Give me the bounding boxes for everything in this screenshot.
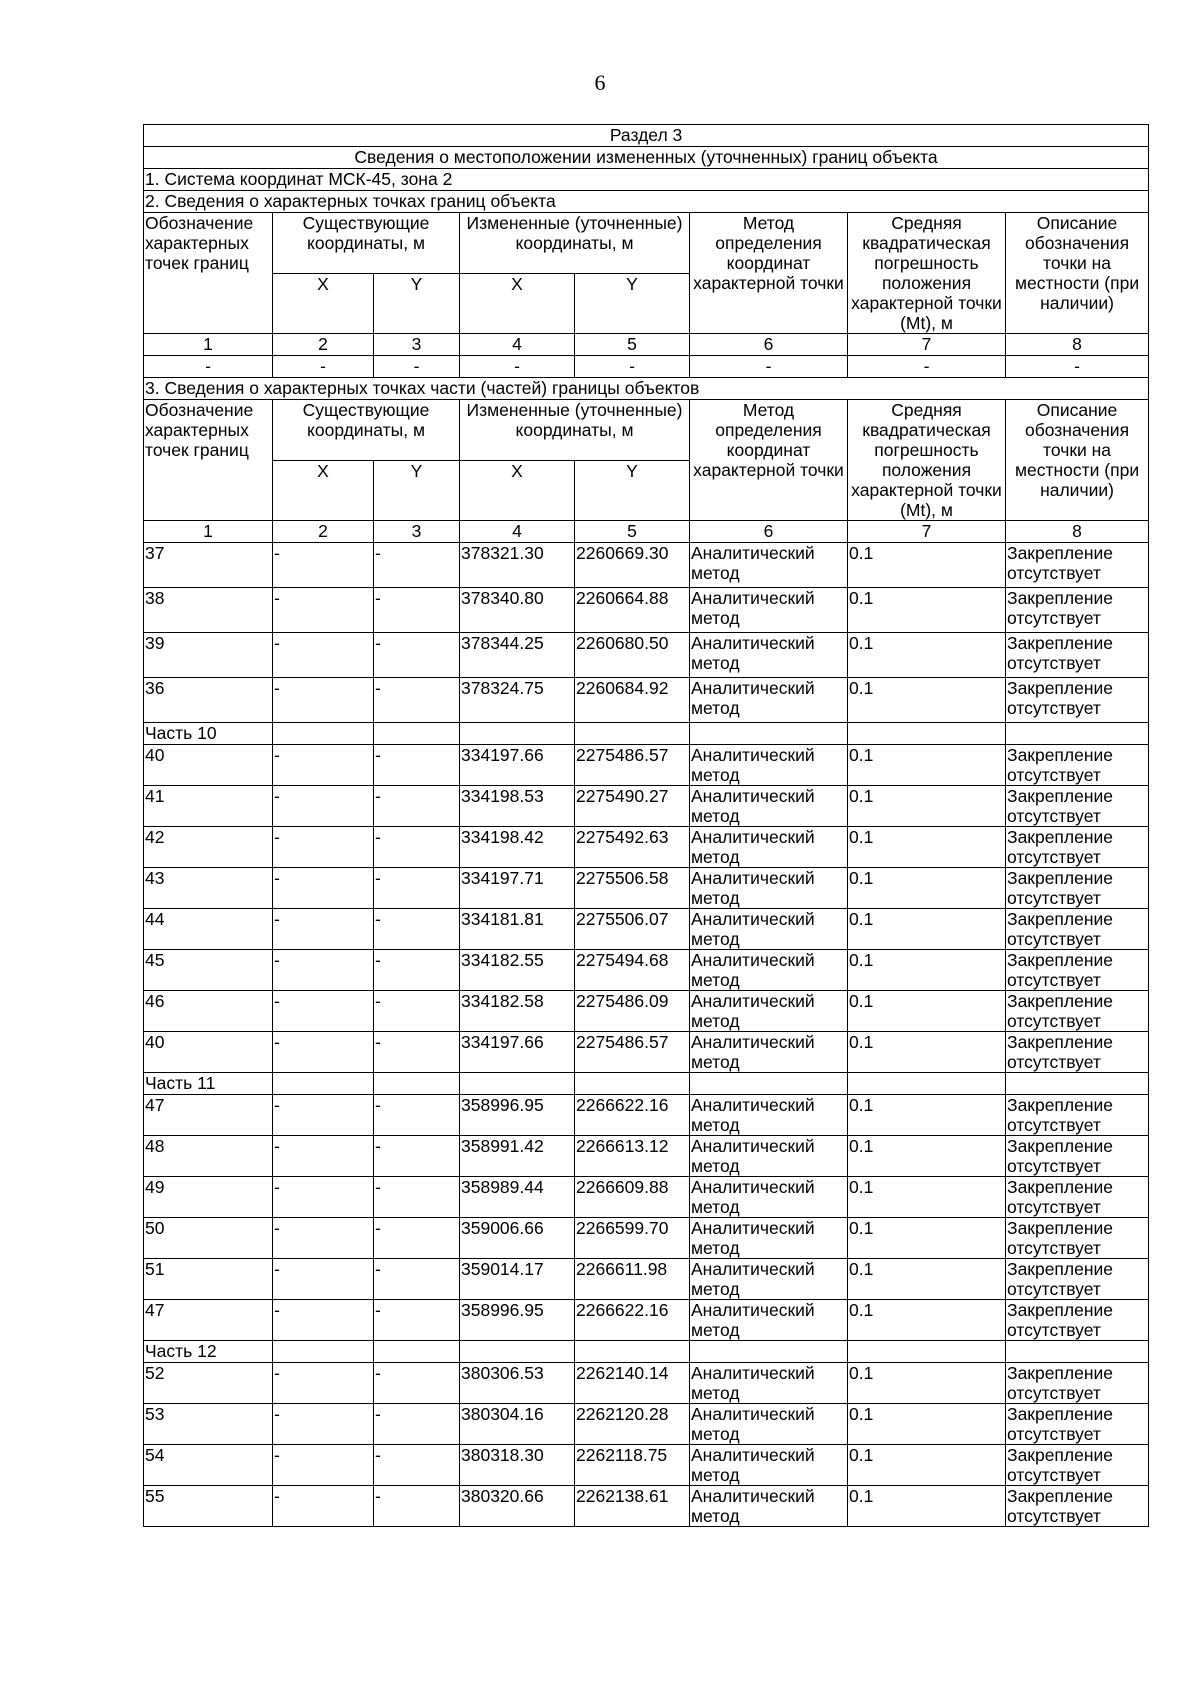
header-designation: Обозначение характерных точек границ [144, 213, 273, 334]
error-value: 0.1 [848, 588, 1006, 633]
description: Закрепление отсутствует [1006, 1177, 1149, 1218]
col-number: 7 [848, 521, 1006, 543]
empty-cell [848, 723, 1006, 745]
changed-x: 380320.66 [460, 1486, 575, 1527]
existing-x: - [273, 909, 374, 950]
part-label: Часть 10 [144, 723, 273, 745]
existing-x: - [273, 678, 374, 723]
existing-x: - [273, 827, 374, 868]
changed-x: 334197.66 [460, 745, 575, 786]
table-row [144, 1363, 1149, 1404]
description: Закрепление отсутствует [1006, 543, 1149, 588]
point-number: 42 [144, 827, 273, 868]
table-row [144, 633, 1149, 678]
changed-y: 2260664.88 [575, 588, 690, 633]
method: Аналитический метод [690, 1218, 848, 1259]
description: Закрепление отсутствует [1006, 868, 1149, 909]
point-number: 47 [144, 1095, 273, 1136]
method: Аналитический метод [690, 745, 848, 786]
changed-x: 359006.66 [460, 1218, 575, 1259]
col-number: 2 [273, 521, 374, 543]
changed-y: 2275506.07 [575, 909, 690, 950]
changed-y: 2275486.09 [575, 991, 690, 1032]
error-value: 0.1 [848, 1486, 1006, 1527]
table-row [144, 1136, 1149, 1177]
header-error: Средняя квадратическая погрешность положения характерной точки (Mt), м [848, 400, 1006, 521]
error-value: 0.1 [848, 1177, 1006, 1218]
existing-x: - [273, 950, 374, 991]
method: Аналитический метод [690, 1259, 848, 1300]
changed-y: 2266622.16 [575, 1095, 690, 1136]
method: Аналитический метод [690, 588, 848, 633]
header-method: Метод определения координат характерной точки [690, 213, 848, 334]
existing-y: - [374, 950, 460, 991]
existing-y: - [374, 1095, 460, 1136]
header-existing: Существующие координаты, м [273, 400, 460, 461]
existing-x: - [273, 1363, 374, 1404]
empty-cell [374, 1073, 460, 1095]
existing-x: - [273, 1300, 374, 1341]
header-x: X [273, 274, 374, 334]
description: Закрепление отсутствует [1006, 1445, 1149, 1486]
existing-x: - [273, 1136, 374, 1177]
method: Аналитический метод [690, 868, 848, 909]
changed-y: 2262140.14 [575, 1363, 690, 1404]
changed-x: 334182.55 [460, 950, 575, 991]
error-value: 0.1 [848, 678, 1006, 723]
changed-x: 378344.25 [460, 633, 575, 678]
existing-y: - [374, 1032, 460, 1073]
empty-cell [1006, 723, 1149, 745]
existing-x: - [273, 868, 374, 909]
table-row [144, 991, 1149, 1032]
empty-cell: - [690, 356, 848, 378]
point-number: 37 [144, 543, 273, 588]
point-number: 43 [144, 868, 273, 909]
changed-y: 2260684.92 [575, 678, 690, 723]
changed-x: 378321.30 [460, 543, 575, 588]
point-number: 50 [144, 1218, 273, 1259]
point-number: 47 [144, 1300, 273, 1341]
point-number: 40 [144, 1032, 273, 1073]
method: Аналитический метод [690, 909, 848, 950]
table-row [144, 1095, 1149, 1136]
empty-cell: - [144, 356, 273, 378]
changed-y: 2275494.68 [575, 950, 690, 991]
description: Закрепление отсутствует [1006, 1095, 1149, 1136]
existing-x: - [273, 1404, 374, 1445]
header-y: Y [374, 274, 460, 334]
changed-y: 2266599.70 [575, 1218, 690, 1259]
col-number: 7 [848, 334, 1006, 356]
table-row [144, 1032, 1149, 1073]
changed-y: 2266611.98 [575, 1259, 690, 1300]
description: Закрепление отсутствует [1006, 678, 1149, 723]
section2-title: 2. Сведения о характерных точках границ объекта [144, 191, 1149, 213]
point-number: 46 [144, 991, 273, 1032]
error-value: 0.1 [848, 786, 1006, 827]
part-row [144, 1341, 1149, 1363]
existing-y: - [374, 868, 460, 909]
existing-x: - [273, 1259, 374, 1300]
col-number: 4 [460, 521, 575, 543]
error-value: 0.1 [848, 1445, 1006, 1486]
error-value: 0.1 [848, 991, 1006, 1032]
method: Аналитический метод [690, 950, 848, 991]
error-value: 0.1 [848, 950, 1006, 991]
method: Аналитический метод [690, 991, 848, 1032]
error-value: 0.1 [848, 1032, 1006, 1073]
table-row [144, 1218, 1149, 1259]
col-number: 4 [460, 334, 575, 356]
point-number: 36 [144, 678, 273, 723]
description: Закрепление отсутствует [1006, 633, 1149, 678]
col-number: 1 [144, 521, 273, 543]
empty-cell [374, 723, 460, 745]
header-y: Y [575, 461, 690, 521]
method: Аналитический метод [690, 1300, 848, 1341]
point-number: 53 [144, 1404, 273, 1445]
error-value: 0.1 [848, 745, 1006, 786]
existing-y: - [374, 1300, 460, 1341]
description: Закрепление отсутствует [1006, 1032, 1149, 1073]
empty-cell [273, 1341, 374, 1363]
changed-y: 2275486.57 [575, 1032, 690, 1073]
table-row [144, 1259, 1149, 1300]
existing-x: - [273, 1445, 374, 1486]
changed-x: 334197.66 [460, 1032, 575, 1073]
changed-y: 2262118.75 [575, 1445, 690, 1486]
empty-cell: - [374, 356, 460, 378]
col-number: 6 [690, 521, 848, 543]
existing-y: - [374, 678, 460, 723]
changed-x: 334197.71 [460, 868, 575, 909]
changed-y: 2266609.88 [575, 1177, 690, 1218]
changed-x: 380304.16 [460, 1404, 575, 1445]
method: Аналитический метод [690, 633, 848, 678]
existing-y: - [374, 543, 460, 588]
header-y: Y [374, 461, 460, 521]
changed-x: 380318.30 [460, 1445, 575, 1486]
point-number: 54 [144, 1445, 273, 1486]
empty-cell [374, 1341, 460, 1363]
description: Закрепление отсутствует [1006, 827, 1149, 868]
empty-cell: - [575, 356, 690, 378]
changed-y: 2262138.61 [575, 1486, 690, 1527]
changed-y: 2275490.27 [575, 786, 690, 827]
method: Аналитический метод [690, 1136, 848, 1177]
error-value: 0.1 [848, 868, 1006, 909]
empty-cell [273, 723, 374, 745]
method: Аналитический метод [690, 1445, 848, 1486]
table-row [144, 1404, 1149, 1445]
description: Закрепление отсутствует [1006, 1404, 1149, 1445]
header-designation: Обозначение характерных точек границ [144, 400, 273, 521]
header-description: Описание обозначения точки на местности (при наличии) [1006, 213, 1149, 334]
empty-cell [460, 1341, 575, 1363]
existing-y: - [374, 745, 460, 786]
error-value: 0.1 [848, 1404, 1006, 1445]
changed-x: 378324.75 [460, 678, 575, 723]
empty-cell [690, 1341, 848, 1363]
method: Аналитический метод [690, 1486, 848, 1527]
table-row [144, 909, 1149, 950]
changed-x: 334181.81 [460, 909, 575, 950]
error-value: 0.1 [848, 909, 1006, 950]
existing-x: - [273, 1486, 374, 1527]
error-value: 0.1 [848, 1095, 1006, 1136]
col-number: 8 [1006, 521, 1149, 543]
header-description: Описание обозначения точки на местности (при наличии) [1006, 400, 1149, 521]
changed-x: 380306.53 [460, 1363, 575, 1404]
description: Закрепление отсутствует [1006, 786, 1149, 827]
empty-cell [460, 1073, 575, 1095]
col-number: 3 [374, 334, 460, 356]
page-number: 6 [594, 70, 606, 95]
changed-y: 2260669.30 [575, 543, 690, 588]
existing-y: - [374, 827, 460, 868]
existing-x: - [273, 745, 374, 786]
point-number: 45 [144, 950, 273, 991]
col-number: 2 [273, 334, 374, 356]
table-row [144, 543, 1149, 588]
description: Закрепление отсутствует [1006, 1136, 1149, 1177]
existing-x: - [273, 588, 374, 633]
changed-x: 358996.95 [460, 1300, 575, 1341]
header-x: X [460, 461, 575, 521]
part-label: Часть 11 [144, 1073, 273, 1095]
description: Закрепление отсутствует [1006, 1363, 1149, 1404]
section3-title: 3. Сведения о характерных точках части (частей) границы объектов [144, 378, 1149, 400]
error-value: 0.1 [848, 1300, 1006, 1341]
changed-y: 2266622.16 [575, 1300, 690, 1341]
existing-y: - [374, 1486, 460, 1527]
col-number: 5 [575, 521, 690, 543]
part-row [144, 1073, 1149, 1095]
empty-cell [1006, 1073, 1149, 1095]
empty-cell [575, 1073, 690, 1095]
point-number: 40 [144, 745, 273, 786]
section-subtitle: Сведения о местоположении измененных (уточненных) границ объекта [144, 147, 1149, 169]
changed-y: 2266613.12 [575, 1136, 690, 1177]
method: Аналитический метод [690, 786, 848, 827]
existing-x: - [273, 543, 374, 588]
existing-y: - [374, 909, 460, 950]
existing-y: - [374, 786, 460, 827]
table-row [144, 950, 1149, 991]
description: Закрепление отсутствует [1006, 1300, 1149, 1341]
coordinate-system: 1. Система координат МСК-45, зона 2 [144, 169, 1149, 191]
header-error: Средняя квадратическая погрешность положения характерной точки (Mt), м [848, 213, 1006, 334]
existing-y: - [374, 1404, 460, 1445]
boundary-table [143, 124, 1149, 1527]
description: Закрепление отсутствует [1006, 588, 1149, 633]
method: Аналитический метод [690, 678, 848, 723]
method: Аналитический метод [690, 1095, 848, 1136]
existing-x: - [273, 786, 374, 827]
point-number: 55 [144, 1486, 273, 1527]
changed-y: 2260680.50 [575, 633, 690, 678]
col-number: 8 [1006, 334, 1149, 356]
empty-cell: - [1006, 356, 1149, 378]
error-value: 0.1 [848, 543, 1006, 588]
method: Аналитический метод [690, 1404, 848, 1445]
table-row [144, 868, 1149, 909]
error-value: 0.1 [848, 827, 1006, 868]
table-row [144, 786, 1149, 827]
col-number: 3 [374, 521, 460, 543]
table-row [144, 827, 1149, 868]
existing-y: - [374, 1445, 460, 1486]
point-number: 52 [144, 1363, 273, 1404]
empty-cell [1006, 1341, 1149, 1363]
method: Аналитический метод [690, 1363, 848, 1404]
existing-y: - [374, 588, 460, 633]
changed-x: 378340.80 [460, 588, 575, 633]
header-changed: Измененные (уточненные) координаты, м [460, 213, 690, 274]
table-row [144, 1177, 1149, 1218]
existing-y: - [374, 1259, 460, 1300]
error-value: 0.1 [848, 633, 1006, 678]
empty-cell: - [848, 356, 1006, 378]
changed-y: 2262120.28 [575, 1404, 690, 1445]
header-x: X [273, 461, 374, 521]
error-value: 0.1 [848, 1136, 1006, 1177]
table-row [144, 1486, 1149, 1527]
point-number: 51 [144, 1259, 273, 1300]
changed-x: 334198.53 [460, 786, 575, 827]
empty-cell [848, 1341, 1006, 1363]
description: Закрепление отсутствует [1006, 991, 1149, 1032]
empty-cell [575, 1341, 690, 1363]
empty-cell [273, 1073, 374, 1095]
changed-x: 334198.42 [460, 827, 575, 868]
point-number: 38 [144, 588, 273, 633]
table-row [144, 1300, 1149, 1341]
error-value: 0.1 [848, 1218, 1006, 1259]
empty-cell [848, 1073, 1006, 1095]
description: Закрепление отсутствует [1006, 1259, 1149, 1300]
changed-x: 358989.44 [460, 1177, 575, 1218]
empty-cell [460, 723, 575, 745]
description: Закрепление отсутствует [1006, 1486, 1149, 1527]
col-number: 6 [690, 334, 848, 356]
changed-y: 2275506.58 [575, 868, 690, 909]
header-existing: Существующие координаты, м [273, 213, 460, 274]
changed-y: 2275492.63 [575, 827, 690, 868]
part-label: Часть 12 [144, 1341, 273, 1363]
method: Аналитический метод [690, 1177, 848, 1218]
header-method: Метод определения координат характерной точки [690, 400, 848, 521]
existing-x: - [273, 633, 374, 678]
method: Аналитический метод [690, 1032, 848, 1073]
existing-x: - [273, 991, 374, 1032]
changed-y: 2275486.57 [575, 745, 690, 786]
header-changed: Измененные (уточненные) координаты, м [460, 400, 690, 461]
existing-y: - [374, 633, 460, 678]
error-value: 0.1 [848, 1259, 1006, 1300]
empty-cell: - [460, 356, 575, 378]
col-number: 5 [575, 334, 690, 356]
existing-x: - [273, 1095, 374, 1136]
existing-y: - [374, 1218, 460, 1259]
table-row [144, 678, 1149, 723]
method: Аналитический метод [690, 827, 848, 868]
point-number: 48 [144, 1136, 273, 1177]
existing-y: - [374, 991, 460, 1032]
part-row [144, 723, 1149, 745]
header-y: Y [575, 274, 690, 334]
existing-y: - [374, 1177, 460, 1218]
point-number: 49 [144, 1177, 273, 1218]
description: Закрепление отсутствует [1006, 1218, 1149, 1259]
existing-x: - [273, 1218, 374, 1259]
existing-y: - [374, 1136, 460, 1177]
empty-cell [575, 723, 690, 745]
table-row [144, 745, 1149, 786]
point-number: 44 [144, 909, 273, 950]
existing-x: - [273, 1177, 374, 1218]
table-row [144, 588, 1149, 633]
description: Закрепление отсутствует [1006, 745, 1149, 786]
error-value: 0.1 [848, 1363, 1006, 1404]
existing-y: - [374, 1363, 460, 1404]
empty-cell [690, 1073, 848, 1095]
changed-x: 334182.58 [460, 991, 575, 1032]
table-row [144, 1445, 1149, 1486]
point-number: 39 [144, 633, 273, 678]
changed-x: 358996.95 [460, 1095, 575, 1136]
method: Аналитический метод [690, 543, 848, 588]
description: Закрепление отсутствует [1006, 950, 1149, 991]
existing-x: - [273, 1032, 374, 1073]
changed-x: 359014.17 [460, 1259, 575, 1300]
col-number: 1 [144, 334, 273, 356]
changed-x: 358991.42 [460, 1136, 575, 1177]
empty-cell: - [273, 356, 374, 378]
empty-cell [690, 723, 848, 745]
description: Закрепление отсутствует [1006, 909, 1149, 950]
header-x: X [460, 274, 575, 334]
section-title: Раздел 3 [144, 125, 1149, 147]
point-number: 41 [144, 786, 273, 827]
